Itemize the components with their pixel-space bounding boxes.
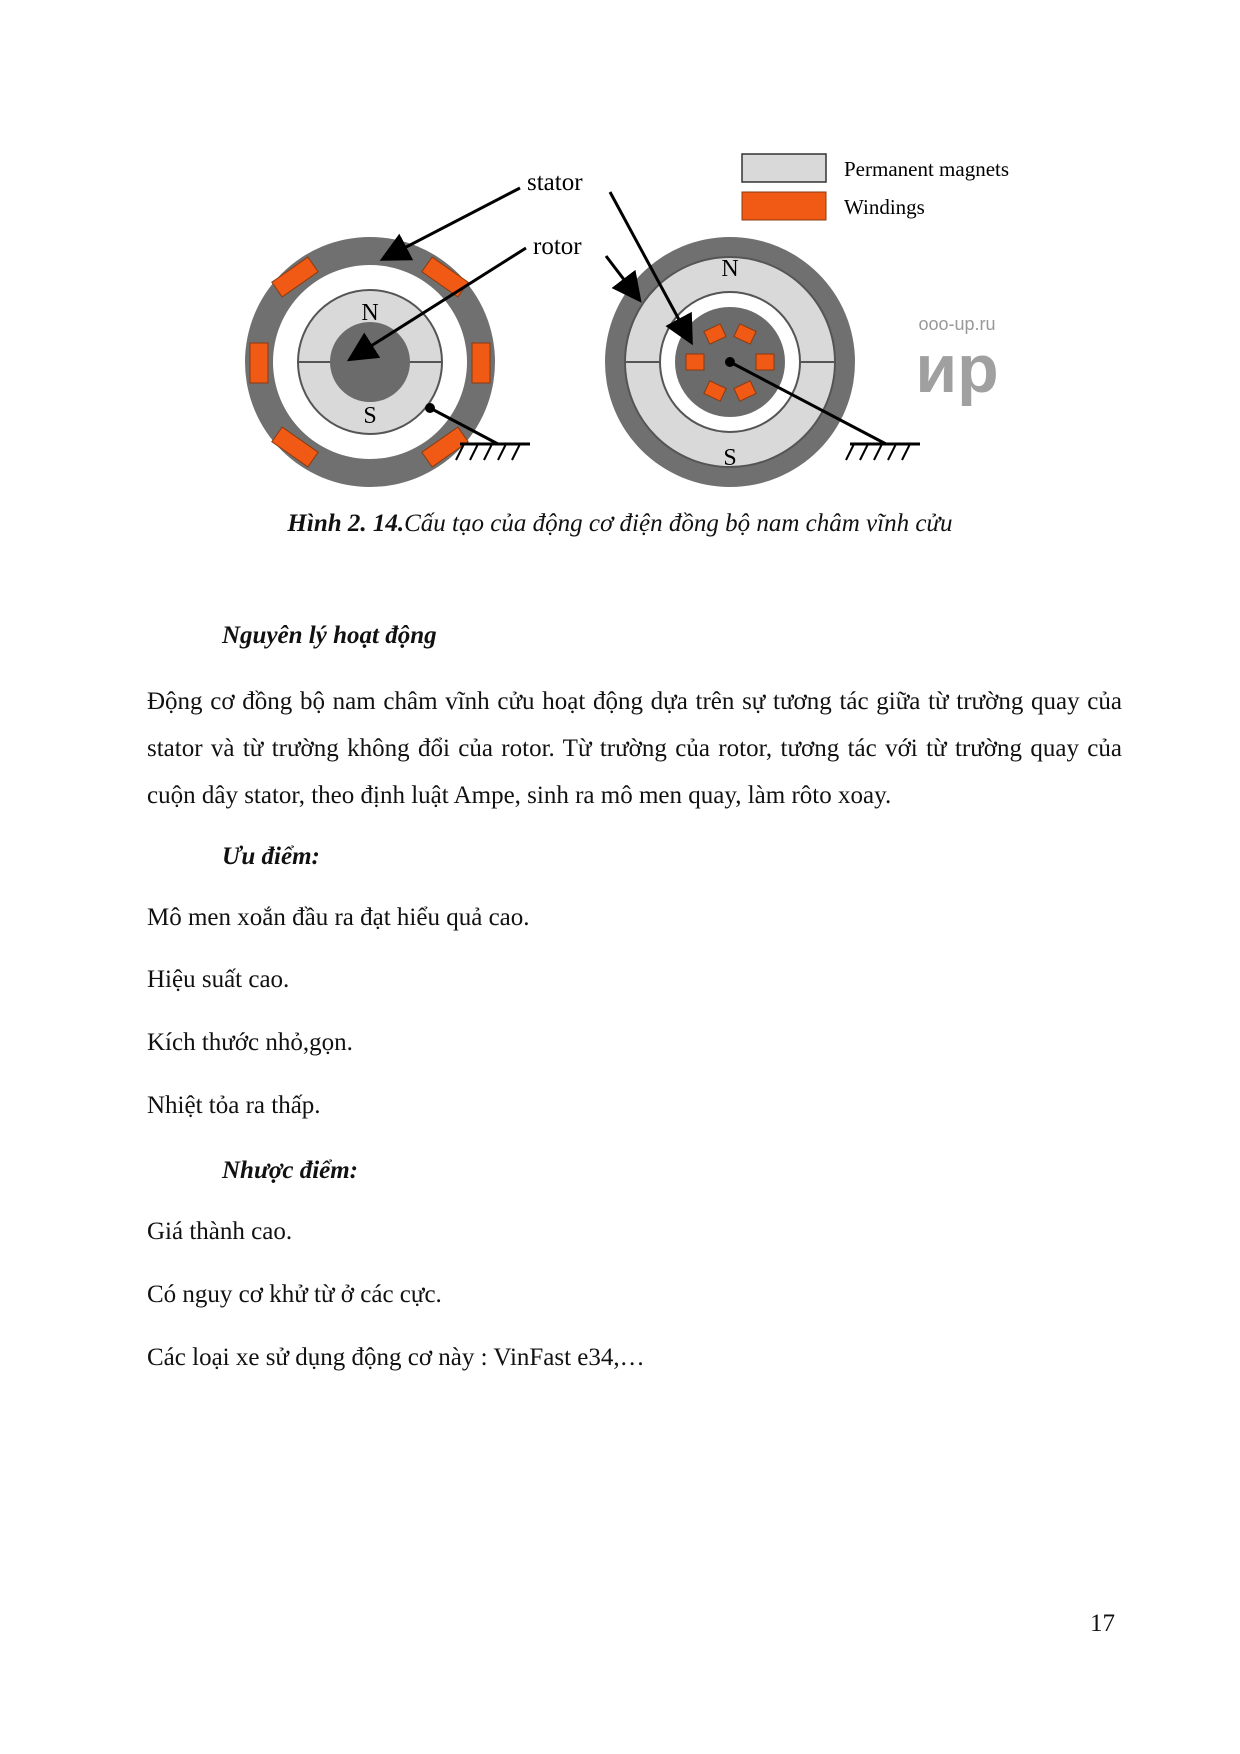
legend-windings-label: Windings [844,195,925,219]
disadvantages-heading: Nhược điểm: [222,1157,359,1184]
principle-heading: Nguyên lý hoạt động [222,622,437,649]
left-winding [250,343,268,383]
advantages-heading: Ưu điểm: [222,843,320,870]
left-motor [245,237,530,487]
advantage-item: Kích thước nhỏ,gọn. [147,1029,353,1056]
figure-caption [0,510,1240,538]
left-south-label: S [363,403,377,429]
legend-permanent-magnets-label: Permanent magnets [844,157,1010,181]
right-motor [605,237,920,487]
caption-label: Hình 2. 14. [287,510,405,537]
advantage-item: Nhiệt tỏa ra thấp. [147,1092,321,1119]
disadvantage-item: Giá thành cao. [147,1218,293,1245]
motor-figure [230,140,1070,510]
caption-text: Cấu tạo của động cơ điện đồng bộ nam châm vĩnh cửu [404,510,953,537]
rotor-label: rotor [533,233,582,260]
advantage-item: Hiệu suất cao. [147,966,290,993]
legend-windings-swatch [742,192,826,220]
principle-paragraph: Động cơ đồng bộ nam châm vĩnh cửu hoạt động dựa trên sự tương tác giữa từ trường quay của stator và từ trường không đổi của rotor. Từ trường của rotor, tương tác với từ trường quay của cuộn dây stator, theo định luật Ampe, sinh ra mô men quay, làm rôto xoay. [147,688,1122,809]
watermark-site: ooo-up.ru [918,314,996,334]
page-number: 17 [1090,1610,1115,1637]
watermark-logo: ир [915,331,999,407]
disadvantage-item: Có nguy cơ khử từ ở các cực. [147,1281,442,1308]
left-north-label: N [361,300,379,326]
left-winding [472,343,490,383]
legend-permanent-magnets-swatch [742,154,826,182]
motor-diagram [230,140,1070,510]
right-south-label: S [723,445,737,471]
advantage-item: Mô men xoắn đầu ra đạt hiểu quả cao. [147,904,530,931]
disadvantage-item: Các loại xe sử dụng động cơ này : VinFast e34,… [147,1344,645,1371]
stator-label: stator [527,169,583,196]
legend [742,154,1009,220]
right-north-label: N [721,256,739,282]
watermark [915,314,998,407]
left-rotor-core [330,322,410,402]
